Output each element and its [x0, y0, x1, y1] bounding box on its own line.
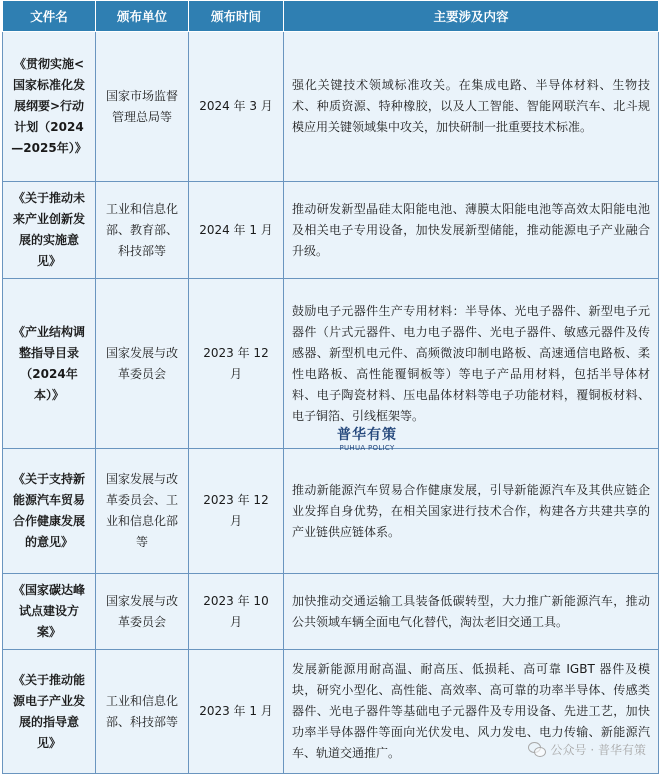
row-issue-date: 2023 年 12 月 — [189, 449, 284, 574]
row-file-name: 《关于支持新能源汽车贸易合作健康发展的意见》 — [3, 449, 96, 574]
row-file-name: 《贯彻实施<国家标准化发展纲要>行动计划（2024—2025年）》 — [3, 32, 96, 182]
table-row — [3, 574, 659, 650]
row-main-content: 推动研发新型晶硅太阳能电池、薄膜太阳能电池等高效太阳能电池及相关电子专用设备，加快发展新型储能，推动能源电子产业融合升级。 — [284, 182, 659, 279]
row-main-content: 推动新能源汽车贸易合作健康发展，引导新能源汽车及其供应链企业发挥自身优势，在相关国家进行技术合作，构建各方共建共享的产业链供应链体系。 — [284, 449, 659, 574]
header-main-content: 主要涉及内容 — [284, 1, 659, 32]
row-issue-date: 2023 年 1 月 — [189, 650, 284, 774]
row-file-name: 《国家碳达峰试点建设方案》 — [3, 574, 96, 650]
watermark-logo-cn: 普华有策 — [337, 427, 397, 443]
table-header-row — [3, 1, 659, 32]
row-issue-date: 2024 年 1 月 — [189, 182, 284, 279]
table-row — [3, 279, 659, 449]
table-row — [3, 449, 659, 574]
header-issuing-unit: 颁布单位 — [96, 1, 189, 32]
table-row — [3, 650, 659, 774]
row-issuing-unit: 国家发展与改革委员会、工业和信息化部等 — [96, 449, 189, 574]
row-main-content: 强化关键技术领域标准攻关。在集成电路、半导体材料、生物技术、种质资源、特种橡胶，以及人工智能、智能网联汽车、北斗规模应用关键领域集中攻关，加快研制一批重要技术标准。 — [284, 32, 659, 182]
row-issuing-unit: 国家发展与改革委员会 — [96, 279, 189, 449]
row-file-name: 《关于推动未来产业创新发展的实施意见》 — [3, 182, 96, 279]
row-file-name: 《产业结构调整指导目录（2024年本）》 — [3, 279, 96, 449]
row-file-name: 《关于推动能源电子产业发展的指导意见》 — [3, 650, 96, 774]
row-issue-date: 2024 年 3 月 — [189, 32, 284, 182]
row-issue-date: 2023 年 12 月 — [189, 279, 284, 449]
row-main-content: 发展新能源用耐高温、耐高压、低损耗、高可靠 IGBT 器件及模块，研究小型化、高性能、高效率、高可靠的功率半导体、传感类器件、光电子器件等基础电子元器件及专用设备、先进工艺，加快功率半导体器件等面向光伏发电、风力发电、电力传输、新能源汽车、轨道交通推广。 — [284, 650, 659, 774]
table-row — [3, 182, 659, 279]
row-issuing-unit: 国家市场监督管理总局等 — [96, 32, 189, 182]
header-file-name: 文件名 — [3, 1, 96, 32]
row-issuing-unit: 工业和信息化部、科技部等 — [96, 650, 189, 774]
row-main-content: 鼓励电子元器件生产专用材料：半导体、光电子器件、新型电子元器件（片式元器件、电力电子器件、光电子器件、敏感元器件及传感器、新型机电元件、高频微波印制电路板、高速通信电路板、柔性电路板、高性能覆铜板等）等电子产品用材料，包括半导体材料、电子陶瓷材料、压电晶体材料等电子功能材料，覆铜板材料、电子铜箔、引线框架等。 — [284, 279, 659, 449]
watermark-logo-en: PUHUA POLICY — [339, 444, 395, 452]
policy-table — [2, 0, 659, 774]
wechat-watermark-text: 公众号 · 普华有策 — [550, 742, 646, 757]
header-issue-date: 颁布时间 — [189, 1, 284, 32]
row-issuing-unit: 国家发展与改革委员会 — [96, 574, 189, 650]
table-row — [3, 32, 659, 182]
row-issue-date: 2023 年 10 月 — [189, 574, 284, 650]
row-issuing-unit: 工业和信息化部、教育部、科技部等 — [96, 182, 189, 279]
row-main-content: 加快推动交通运输工具装备低碳转型，大力推广新能源汽车，推动公共领域车辆全面电气化替代，淘汰老旧交通工具。 — [284, 574, 659, 650]
